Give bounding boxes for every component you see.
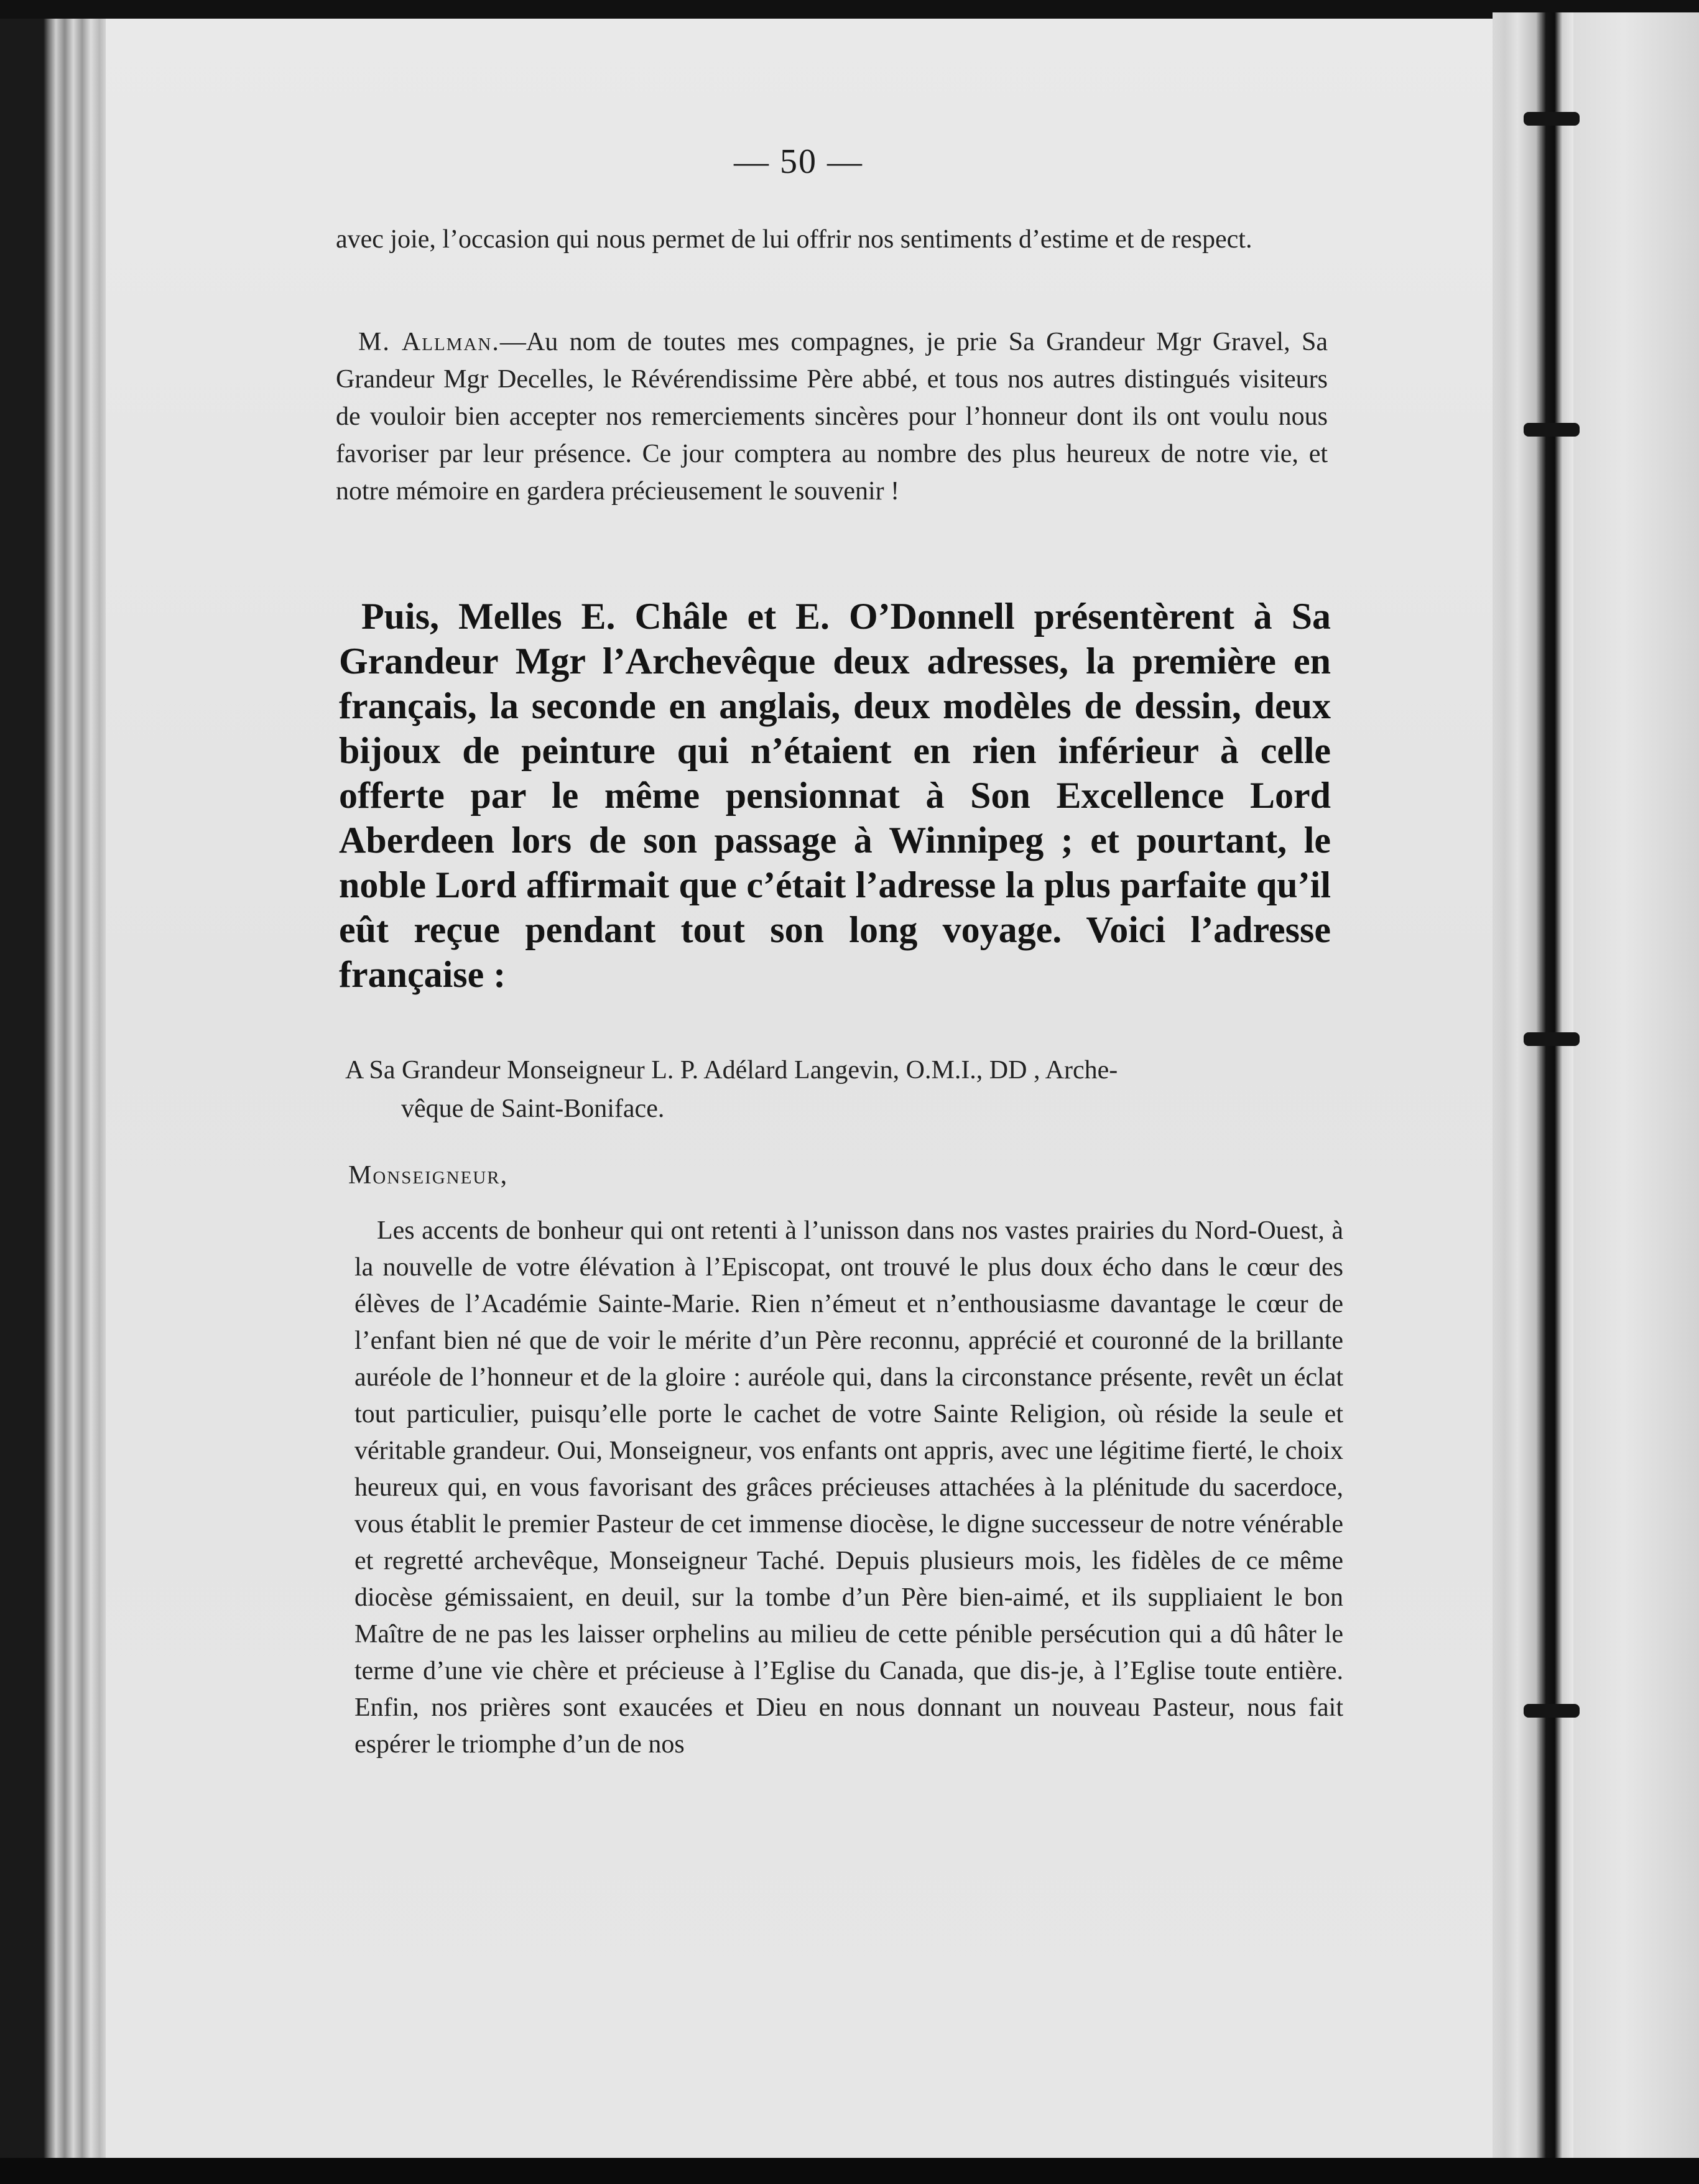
staple-mark [1524,112,1580,126]
page-edges-left [0,19,118,2158]
speaker-name: M. Allman. [358,328,500,356]
address-line-1: A Sa Grandeur Monseigneur L. P. Adélard Langevin, O.M.I., DD , Arche- [345,1056,1118,1085]
paragraph-letter-body: Les accents de bonheur qui ont retenti à l’unisson dans nos vastes prairies du Nord-Ouest, à la nouvelle de votre élévation à l’Episcopat, ont trouvé le plus doux écho dans le cœur des élèves de l’Académie Sainte-Marie. Rien n’émeut et n’enthousiasme davantage le cœur de l’enfant bien né que de voir le mérite d’un Père reconnu, apprécié et couronné de la brillante auréole de l’honneur et de la gloire : auréole qui, dans la circonstance présente, revêt un éclat tout particulier, puisqu’elle porte le cachet de votre Sainte Religion, où réside la seule et véritable grandeur. Oui, Monseigneur, vos enfants ont appris, avec une légitime fierté, le choix heureux qui, en vous favorisant des grâces précieuses attachées à la plénitude du sacerdoce, vous établit le premier Pasteur de cet immense diocèse, le digne successeur de notre vénérable et regretté archevêque, Monseigneur Taché. Depuis plusieurs mois, les fidèles de ce même diocèse gémissaient, en deuil, sur la tombe d’un Père bien-aimé, et ils suppliaient le bon Maître de ne pas les laisser orphelins au milieu de cette pénible persécution qui a dû hâter le terme d’une vie chère et précieuse à l’Eglise du Canada, que dis-je, à l’Eglise toute entière. Enfin, nos prières sont exaucées et Dieu en nous donnant un nouveau Pasteur, nous fait espérer le triomphe d’un de nos [354,1216,1343,1759]
scan-bottom-border [0,2158,1699,2184]
salutation: Monseigneur, [348,1161,509,1190]
staple-mark [1524,423,1580,437]
paragraph-presentation: Puis, Melles E. Châle et E. O’Donnell présentèrent à Sa Grandeur Mgr l’Archevêque deux adresses, la première en français, la seconde en anglais, deux modèles de dessin, deux bijoux de peinture qui n’étaient en rien inférieur à celle offerte par le même pensionnat à Son Excellence Lord Aberdeen lors de son passage à Winnipeg ; et pourtant, le noble Lord affirmait que c’était l’adresse la plus parfaite qu’il eût reçue pendant tout son long voyage. Voici l’adresse française : [339,596,1331,995]
adjacent-page-edge [1573,12,1699,2164]
staple-mark [1524,1704,1580,1718]
page-number: — 50 — [734,142,863,181]
address-line-2: vêque de Saint-Boniface. [401,1094,665,1123]
paragraph-allman [336,323,1328,510]
paragraph-closing: avec joie, l’occasion qui nous permet de lui offrir nos sentiments d’estime et de respect. [336,225,1252,254]
speech-text: —Au nom de toutes mes compagnes, je prie Sa Grandeur Mgr Gravel, Sa Grandeur Mgr Decelles, le Révérendissime Père abbé, et tous nos autres distingués visiteurs de vouloir bien accepter nos remerciements sincères pour l’honneur dont ils ont voulu nous favoriser par leur présence. Ce jour comptera au nombre des plus heureux de notre vie, et notre mémoire en gardera précieusement le souvenir ! [336,328,1328,506]
staple-mark [1524,1032,1580,1046]
binding-strip [1493,12,1573,2164]
address-heading [345,1051,1340,1128]
